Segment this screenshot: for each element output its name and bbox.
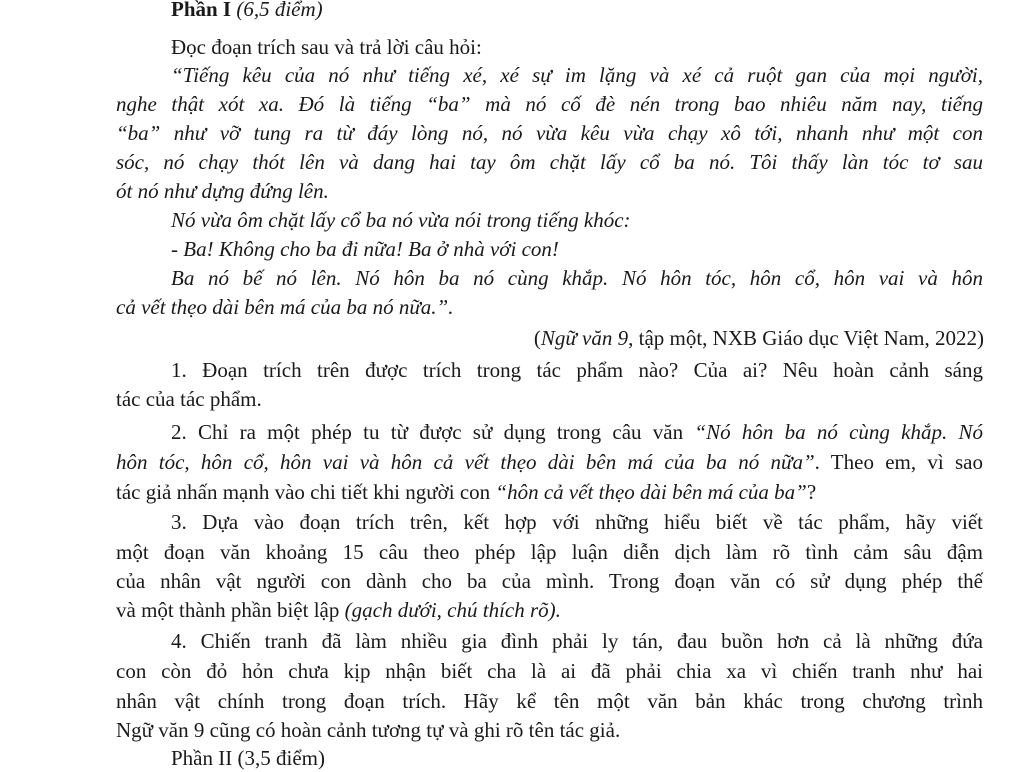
- question-2-end: ?: [806, 480, 817, 504]
- question-3-line: của nhân vật người con dành cho ba của mình. Trong đoạn văn có sử dụng phép thế: [116, 569, 983, 593]
- question-2-quote: “hôn cả vết thẹo dài bên má của ba”: [495, 480, 807, 504]
- question-1-line: tác của tác phẩm.: [116, 387, 262, 411]
- question-3-note: (gạch dưới, chú thích rõ).: [344, 598, 561, 622]
- source-open-paren: (: [533, 326, 541, 350]
- question-3-line: 3. Dựa vào đoạn trích trên, kết hợp với những hiểu biết về tác phẩm, hãy viết: [171, 510, 983, 534]
- question-3-text: và một thành phần biệt lập: [116, 598, 345, 622]
- passage-line: cả vết thẹo dài bên má của ba nó nữa.”.: [116, 295, 454, 319]
- passage-line: ót nó như dựng đứng lên.: [116, 179, 329, 203]
- question-3-line: [116, 596, 561, 624]
- passage-line: Nó vừa ôm chặt lấy cổ ba nó vừa nói trong tiếng khóc:: [171, 208, 631, 232]
- passage-line: sóc, nó chạy thót lên và dang hai tay ôm chặt lấy cổ ba nó. Tôi thấy làn tóc tơ sau: [116, 150, 983, 174]
- instruction-text: Đọc đoạn trích sau và trả lời câu hỏi:: [171, 35, 482, 59]
- source-book-title: Ngữ văn 9: [540, 326, 629, 350]
- question-4-line: Ngữ văn 9 cũng có hoàn cảnh tương tự và ghi rõ tên tác giả.: [116, 718, 621, 742]
- question-2-quote: hôn tóc, hôn cổ, hôn vai và hôn cả vết thẹo dài bên má của ba nó nữa”: [116, 450, 815, 474]
- question-4-line: nhân vật chính trong đoạn trích. Hãy kể tên một văn bản khác trong chương trình: [116, 689, 983, 713]
- question-2-quote: “Nó hôn ba nó cùng khắp. Nó: [694, 420, 983, 444]
- question-4-line: con còn đỏ hỏn chưa kịp nhận biết cha là ai đã phải chia xa vì chiến tranh như hai: [116, 659, 983, 683]
- question-2-text: 2. Chỉ ra một phép tu từ được sử dụng trong câu văn: [171, 420, 695, 444]
- question-2-text: tác giả nhấn mạnh vào chi tiết khi người con: [116, 480, 496, 504]
- section-1-label: Phần I: [171, 0, 232, 21]
- question-1-line: 1. Đoạn trích trên được trích trong tác phẩm nào? Của ai? Nêu hoàn cảnh sáng: [171, 358, 983, 382]
- question-3-line: một đoạn văn khoảng 15 câu theo phép lập luận diễn dịch làm rõ tình cảm sâu đậm: [116, 540, 983, 564]
- question-2-line: [116, 448, 983, 476]
- question-2-line: [116, 478, 816, 506]
- passage-line: “ba” như vỡ tung ra từ đáy lòng nó, nó vừa kêu vừa chạy xô tới, nhanh như một con: [116, 121, 983, 145]
- passage-line: nghe thật xót xa. Đó là tiếng “ba” mà nó cố đè nén trong bao nhiêu năm nay, tiếng: [116, 92, 983, 116]
- question-2-line: [171, 418, 983, 446]
- passage-line: Ba nó bế nó lên. Nó hôn ba nó cùng khắp. Nó hôn tóc, hôn cổ, hôn vai và hôn: [171, 266, 983, 290]
- question-4-line: 4. Chiến tranh đã làm nhiều gia đình phải ly tán, đau buồn hơn cả là những đứa: [171, 629, 983, 653]
- passage-line: “Tiếng kêu của nó như tiếng xé, xé sự im lặng và xé cả ruột gan của mọi người,: [171, 63, 983, 87]
- question-2-text: . Theo em, vì sao: [814, 450, 983, 474]
- passage-line: - Ba! Không cho ba đi nữa! Ba ở nhà với con!: [171, 237, 559, 261]
- section-2-title: Phần II (3,5 điểm): [171, 746, 325, 770]
- section-1-title: [171, 0, 323, 23]
- section-1-points: (6,5 điểm): [231, 0, 323, 21]
- source-citation: [534, 324, 984, 352]
- source-details: , tập một, NXB Giáo dục Việt Nam, 2022): [628, 326, 984, 350]
